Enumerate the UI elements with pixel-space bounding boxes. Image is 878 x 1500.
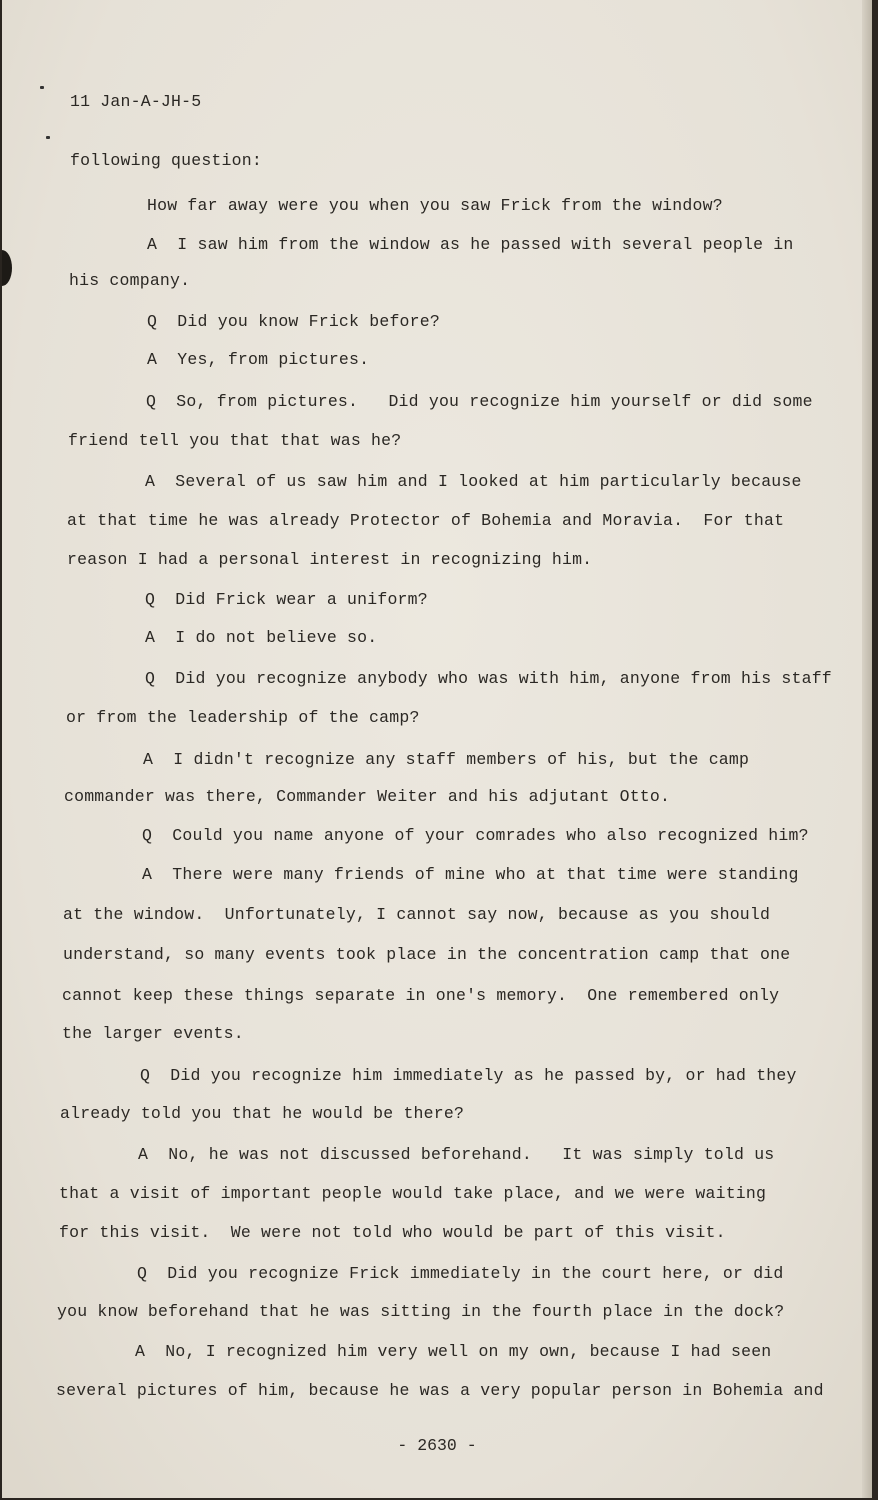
text-line: A Yes, from pictures. — [147, 350, 370, 369]
text-line: Q Did you recognize Frick immediately in the court here, or did — [137, 1264, 784, 1283]
text-line: at the window. Unfortunately, I cannot say now, because as you should — [63, 905, 771, 924]
text-line: that a visit of important people would take place, and we were waiting — [59, 1184, 767, 1203]
text-line: A No, he was not discussed beforehand. It was simply told us — [138, 1145, 775, 1164]
text-line: A I saw him from the window as he passed with several people in — [147, 235, 794, 254]
text-line: How far away were you when you saw Frick from the window? — [147, 196, 723, 215]
text-line: following question: — [70, 151, 262, 170]
text-line: friend tell you that that was he? — [68, 431, 402, 450]
text-line: you know beforehand that he was sitting in the fourth place in the dock? — [57, 1302, 785, 1321]
text-line: already told you that he would be there? — [60, 1104, 465, 1123]
page-number: - 2630 - — [397, 1436, 477, 1455]
text-line: the larger events. — [62, 1024, 244, 1043]
text-line: or from the leadership of the camp? — [66, 708, 420, 727]
text-line: A Several of us saw him and I looked at him particularly because — [145, 472, 802, 491]
ink-mark — [40, 86, 44, 89]
text-line: Q Did Frick wear a uniform? — [145, 590, 428, 609]
text-line: A There were many friends of mine who at that time were standing — [142, 865, 799, 884]
text-line: several pictures of him, because he was a very popular person in Bohemia and — [56, 1381, 824, 1400]
text-line: Q Did you recognize anybody who was with him, anyone from his staff — [145, 669, 832, 688]
text-line: Q Could you name anyone of your comrades who also recognized him? — [142, 826, 809, 845]
text-line: A No, I recognized him very well on my own, because I had seen — [135, 1342, 772, 1361]
text-line: his company. — [69, 271, 191, 290]
page-header: 11 Jan-A-JH-5 — [70, 92, 202, 111]
page-edge-shadow — [862, 0, 872, 1498]
text-line: reason I had a personal interest in recognizing him. — [67, 550, 593, 569]
text-line: Q So, from pictures. Did you recognize him yourself or did some — [146, 392, 813, 411]
ink-mark — [46, 136, 50, 139]
text-line: at that time he was already Protector of Bohemia and Moravia. For that — [67, 511, 785, 530]
text-line: cannot keep these things separate in one's memory. One remembered only — [62, 986, 780, 1005]
text-line: Q Did you recognize him immediately as he passed by, or had they — [140, 1066, 797, 1085]
binder-hole — [2, 250, 12, 286]
text-line: for this visit. We were not told who would be part of this visit. — [59, 1223, 726, 1242]
text-line: understand, so many events took place in the concentration camp that one — [63, 945, 791, 964]
text-line: Q Did you know Frick before? — [147, 312, 440, 331]
text-line: A I do not believe so. — [145, 628, 378, 647]
text-line: A I didn't recognize any staff members of his, but the camp — [143, 750, 750, 769]
text-line: commander was there, Commander Weiter and his adjutant Otto. — [64, 787, 671, 806]
document-page — [2, 0, 872, 1498]
